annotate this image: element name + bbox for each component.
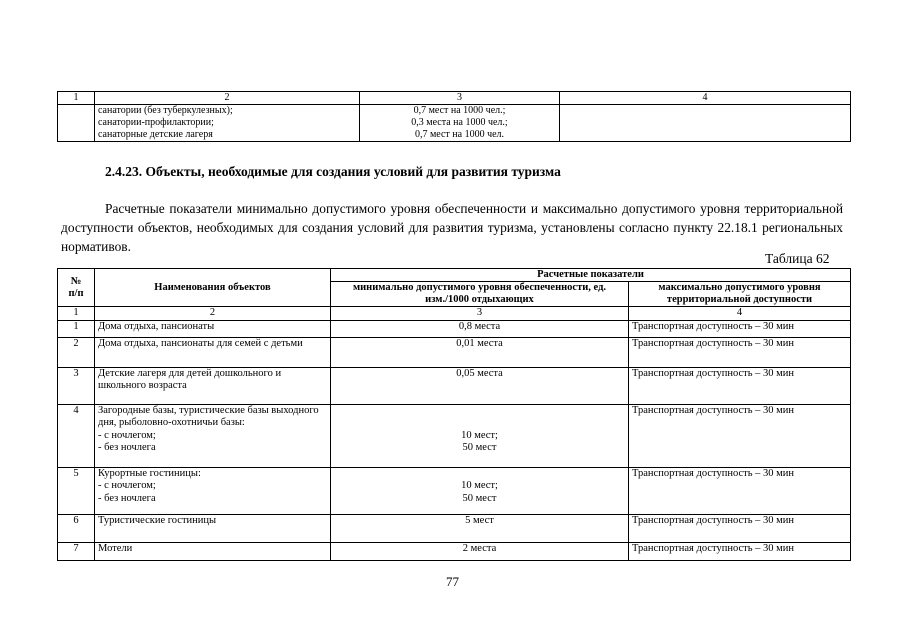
object-name-line: Дома отдыха, пансионаты: [98, 320, 215, 332]
max-accessibility: Транспортная доступность – 30 мин: [629, 367, 851, 404]
row-number: 4: [58, 404, 95, 467]
min-level: [331, 514, 629, 542]
min-level-line: 50 мест: [462, 492, 497, 504]
col-number: 4: [560, 92, 851, 105]
table-row: [58, 337, 851, 367]
object-name: санатории-профилактории;: [98, 117, 214, 128]
table-row: [58, 542, 851, 560]
table-row: [58, 367, 851, 404]
col-number: 4: [629, 307, 851, 321]
object-name-line: - с ночлегом;: [98, 429, 156, 441]
max-accessibility: Транспортная доступность – 30 мин: [629, 514, 851, 542]
table-row: [58, 105, 851, 142]
col-number: 3: [331, 307, 629, 321]
max-accessibility: Транспортная доступность – 30 мин: [629, 320, 851, 337]
col-number: 2: [95, 307, 331, 321]
col-number: 2: [95, 92, 360, 105]
page-number: 77: [446, 574, 459, 589]
min-level-line: 2 места: [462, 542, 497, 554]
min-level: [331, 337, 629, 367]
min-level-line: 0,01 места: [456, 337, 503, 349]
header-number: № п/п: [58, 269, 95, 307]
object-name: [95, 337, 331, 367]
max-accessibility: Транспортная доступность – 30 мин: [629, 467, 851, 514]
min-level-line: 0,8 места: [458, 320, 501, 332]
min-level: [331, 404, 629, 467]
object-name: [95, 404, 331, 467]
spacer: [334, 468, 625, 481]
header-max: максимально допустимого уровня территориальной доступности: [629, 282, 851, 307]
object-name-line: Курортные гостиницы:: [98, 467, 201, 479]
object-name-line: Дома отдыха, пансионаты для семей с детьми: [98, 337, 303, 349]
header-group: Расчетные показатели: [331, 269, 851, 282]
max-accessibility: Транспортная доступность – 30 мин: [629, 542, 851, 560]
min-level-line: 0,05 места: [456, 367, 503, 379]
object-name: [95, 467, 331, 514]
object-name: [95, 320, 331, 337]
object-values: [360, 105, 560, 142]
min-level: [331, 367, 629, 404]
row-number: 2: [58, 337, 95, 367]
object-name-line: - без ночлега: [98, 492, 156, 504]
table-row: [58, 514, 851, 542]
row-number: 3: [58, 367, 95, 404]
continuation-table: [57, 91, 851, 142]
object-names: [95, 105, 360, 142]
object-name-line: - с ночлегом;: [98, 480, 156, 491]
object-value: 0,3 места на 1000 чел.;: [411, 117, 508, 128]
object-name: санатории (без туберкулезных);: [98, 105, 233, 116]
col-number: 3: [360, 92, 560, 105]
column-number-row: [58, 92, 851, 105]
tourism-standards-table: [57, 268, 851, 561]
min-level: [331, 542, 629, 560]
min-level-line: 10 мест;: [461, 480, 498, 491]
intro-paragraph: Расчетные показатели минимально допустимого уровня обеспеченности и максимально допустимого уровня территориальной доступности объектов, необходимых для создания условий для развития туризма, установлены согласно пункту 22.18.1 региональных нормативов.: [61, 201, 843, 254]
table-row: [58, 320, 851, 337]
object-name: [95, 542, 331, 560]
object-name: санаторные детские лагеря: [98, 129, 213, 140]
table-row: [58, 467, 851, 514]
object-name: [95, 367, 331, 404]
object-name-line: Загородные базы, туристические базы выходного дня, рыболовно-охотничьи базы:: [98, 404, 319, 428]
object-name-line: Детские лагеря для детей дошкольного и школьного возраста: [98, 367, 282, 391]
header-row: [58, 269, 851, 282]
object-name-line: - без ночлега: [98, 442, 156, 453]
object-value: 0,7 мест на 1000 чел.;: [413, 105, 506, 116]
spacer: [334, 405, 625, 418]
min-level-line: 5 мест: [465, 514, 494, 526]
object-name-line: Мотели: [98, 542, 133, 554]
min-level-line: 50 мест: [462, 442, 497, 453]
object-name: [95, 514, 331, 542]
row-number: 1: [58, 320, 95, 337]
spacer: [334, 417, 625, 430]
min-level-line: 10 мест;: [461, 429, 498, 441]
min-level: [331, 320, 629, 337]
min-level: [331, 467, 629, 514]
header-min: минимально допустимого уровня обеспеченности, ед. изм./1000 отдыхающих: [331, 282, 629, 307]
table-body: [58, 320, 851, 560]
object-name-line: Туристические гостиницы: [98, 514, 217, 526]
object-value: 0,7 мест на 1000 чел.: [414, 129, 505, 140]
row-number: 6: [58, 514, 95, 542]
col-number: 1: [58, 307, 95, 321]
table-row: [58, 404, 851, 467]
table-caption: Таблица 62: [765, 251, 830, 266]
row-number: 5: [58, 467, 95, 514]
max-accessibility: Транспортная доступность – 30 мин: [629, 337, 851, 367]
section-heading: 2.4.23. Объекты, необходимые для создания условий для развития туризма: [105, 164, 561, 179]
max-accessibility: Транспортная доступность – 30 мин: [629, 404, 851, 467]
column-number-row: [58, 307, 851, 321]
row-number: 7: [58, 542, 95, 560]
col-number: 1: [58, 92, 95, 105]
header-name: Наименования объектов: [95, 269, 331, 307]
